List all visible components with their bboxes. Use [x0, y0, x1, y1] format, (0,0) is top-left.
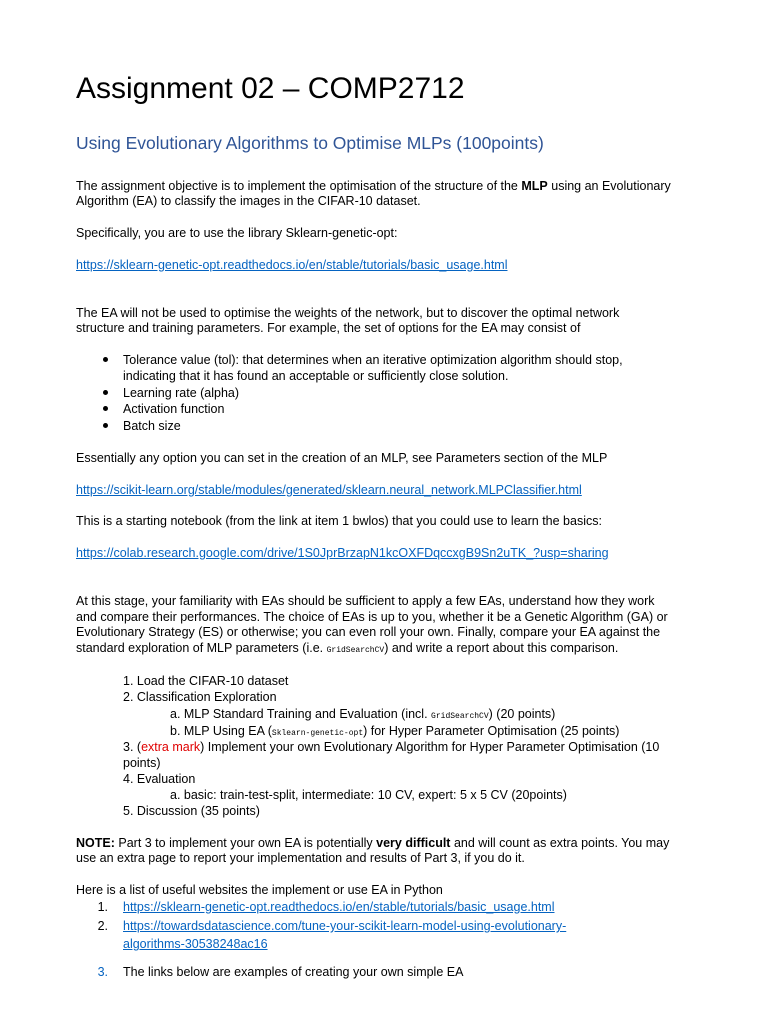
task-3: 3. (extra mark) Implement your own Evolutionary Algorithm for Hyper Parameter Optimisation (10	[123, 740, 660, 754]
link-sklearn-genetic-opt[interactable]: https://sklearn-genetic-opt.readthedocs.io/en/stable/tutorials/basic_usage.html	[76, 258, 508, 272]
link-website-2-cont[interactable]: algorithms-30538248ac16	[123, 937, 268, 951]
bullet-icon	[103, 357, 108, 362]
bullet-icon	[103, 423, 108, 428]
bullet-item-batch: Batch size	[123, 419, 181, 433]
stage-para-line-1: At this stage, your familiarity with EAs should be sufficient to apply a few EAs, understand how they work	[76, 594, 655, 608]
link-mlpclassifier[interactable]: https://scikit-learn.org/stable/modules/generated/sklearn.neural_network.MLPClassifier.html	[76, 483, 582, 497]
task-4a: a. basic: train-test-split, intermediate: 10 CV, expert: 5 x 5 CV (20points)	[170, 788, 567, 802]
stage-para-line-3: Evolutionary Strategy (ES) or otherwise; you can even roll your own. Finally, compare your EA against the	[76, 625, 661, 639]
link-website-2[interactable]: https://towardsdatascience.com/tune-your-scikit-learn-model-using-evolutionary-	[123, 919, 567, 933]
intro-line-1: The assignment objective is to implement the optimisation of the structure of the MLP using an Evolutionary	[76, 179, 671, 193]
page-subtitle: Using Evolutionary Algorithms to Optimise MLPs (100points)	[76, 133, 544, 153]
task-5: 5. Discussion (35 points)	[123, 804, 260, 818]
link-colab-notebook[interactable]: https://colab.research.google.com/drive/1S0JprBrzapN1kcOXFDqccxgB9Sn2uTK_?usp=sharing	[76, 546, 609, 560]
task-2b: b. MLP Using EA (Sklearn-genetic-opt) for Hyper Parameter Optimisation (25 points)	[170, 724, 620, 738]
task-4: 4. Evaluation	[123, 772, 196, 786]
task-1: 1. Load the CIFAR-10 dataset	[123, 674, 289, 688]
specifically-text: Specifically, you are to use the library Sklearn-genetic-opt:	[76, 226, 398, 240]
essentially-text: Essentially any option you can set in the creation of an MLP, see Parameters section of the MLP	[76, 451, 608, 465]
note-line-2: use an extra page to report your implementation and results of Part 3, if you do it.	[76, 851, 525, 865]
stage-para-line-4: standard exploration of MLP parameters (i.e. GridSearchCV) and write a report about this comparison.	[76, 641, 619, 655]
ea-para-line-2: structure and training parameters. For example, the set of options for the EA may consist of	[76, 321, 581, 335]
ea-para-line-1: The EA will not be used to optimise the weights of the network, but to discover the optimal network	[76, 306, 620, 320]
extra-mark-label: extra mark	[141, 740, 201, 754]
bullet-icon	[103, 406, 108, 411]
task-3-cont: points)	[123, 756, 161, 770]
starting-notebook-text: This is a starting notebook (from the link at item 1 bwlos) that you could use to learn the basics:	[76, 514, 602, 528]
stage-para-line-2: and compare their performances. The choice of EAs is up to you, whether it be a Genetic Algorithm (GA) or	[76, 610, 668, 624]
website-number: 2.	[97, 919, 108, 933]
page-title: Assignment 02 – COMP2712	[76, 72, 465, 105]
bullet-item-activation: Activation function	[123, 402, 225, 416]
note-line-1: NOTE: Part 3 to implement your own EA is potentially very difficult and will count as extra points. You may	[76, 836, 670, 850]
link-website-1[interactable]: https://sklearn-genetic-opt.readthedocs.io/en/stable/tutorials/basic_usage.html	[123, 900, 555, 914]
task-2a: a. MLP Standard Training and Evaluation (incl. GridSearchCV) (20 points)	[170, 707, 556, 721]
bullet-item-tol-cont: indicating that it has found an acceptable or sufficiently close solution.	[123, 369, 509, 383]
bullet-item-alpha: Learning rate (alpha)	[123, 386, 240, 400]
website-number: 1.	[97, 900, 108, 914]
bullet-icon	[103, 390, 108, 395]
website-number: 3.	[97, 965, 108, 979]
website-item-3: The links below are examples of creating your own simple EA	[123, 965, 464, 979]
bullet-item-tol: Tolerance value (tol): that determines when an iterative optimization algorithm should stop,	[123, 353, 623, 367]
task-2: 2. Classification Exploration	[123, 690, 277, 704]
intro-line-2: Algorithm (EA) to classify the images in the CIFAR-10 dataset.	[76, 194, 421, 208]
websites-intro: Here is a list of useful websites the implement or use EA in Python	[76, 883, 443, 897]
